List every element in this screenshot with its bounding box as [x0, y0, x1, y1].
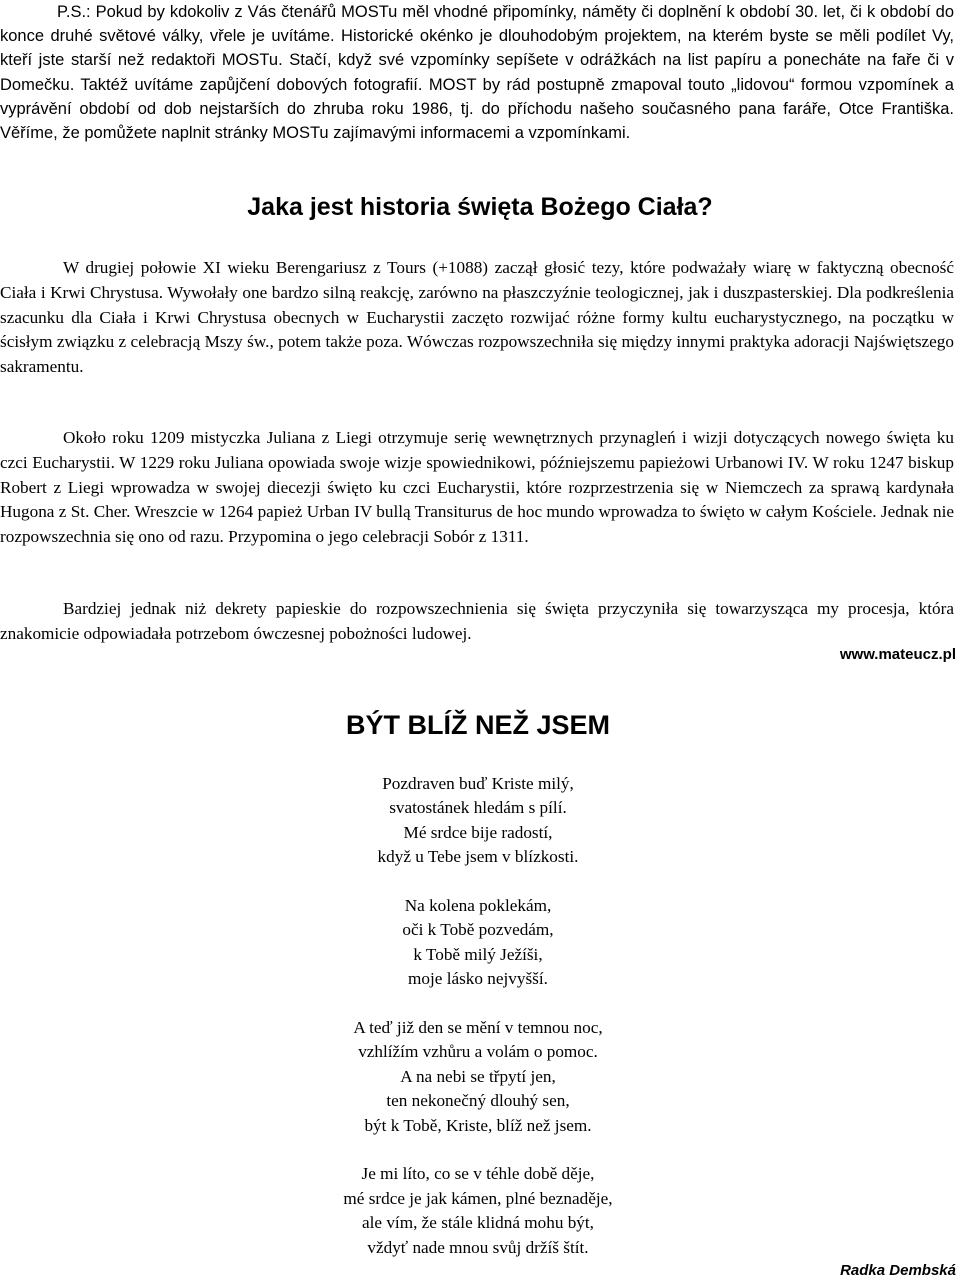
poem-line: vzhlížím vzhůru a volám o pomoc.	[358, 1042, 598, 1062]
polish-article-title: Jaka jest historia święta Bożego Ciała?	[247, 193, 713, 221]
polish-paragraph-3: Bardziej jednak niż dekrety papieskie do rozpowszechnienia się święta przyczyniła się towarzysząca my procesja, która znakomicie odpowiadała potrzebom ówczesnej pobożności ludowej.	[0, 599, 954, 643]
poem-body	[0, 772, 956, 1284]
poem-line: ale vím, že stále klidná mohu být,	[362, 1213, 594, 1233]
poem-line: Pozdraven buď Kriste milý,	[382, 774, 574, 793]
poem-title: BÝT BLÍŽ NEŽ JSEM	[345, 710, 610, 740]
poem-author: Radka Dembská	[840, 1262, 956, 1279]
polish-paragraph-1: W drugiej połowie XI wieku Berengariusz z Tours (+1088) zaczął głosić tezy, które podważały wiarę w faktyczną obecność Ciała i Krwi Chrystusa. Wywołały one bardzo silną reakcję, zarówno na płaszczyźnie teologicznej, jak i duszpasterskiej. Dla podkreślenia szacunku dla Ciała i Krwi Chrystusa obecnych w Eucharystii zaczęto rozwijać różne formy kultu eucharystycznego, na początku w ścisłym związku z celebracją Mszy św., potem także poza. Wówczas rozpowszechniła się między innymi praktyka adoracji Najświętszego sakramentu.	[0, 258, 954, 377]
poem-stanza-4	[0, 1162, 956, 1260]
poem-line: moje lásko nejvyšší.	[408, 969, 548, 989]
poem-line: oči k Tobě pozvedám,	[402, 920, 554, 940]
article-source: www.mateucz.pl	[839, 646, 956, 663]
poem-line: A na nebi se třpytí jen,	[400, 1066, 556, 1086]
poem-stanza-2	[0, 894, 956, 992]
poem-line: svatostánek hledám s pílí.	[389, 798, 567, 818]
poem-line: ten nekonečný dlouhý sen,	[386, 1091, 570, 1111]
poem-line: vždyť nade mnou svůj držíš štít.	[367, 1237, 589, 1257]
polish-paragraph-2: Około roku 1209 mistyczka Juliana z Liegi otrzymuje serię wewnętrznych przynagleń i wizji dotyczących nowego święta ku czci Eucharystii. W 1229 roku Juliana opowiada swoje wizje spowiednikowi, późniejszemu papieżowi Urbanowi IV. W roku 1247 biskup Robert z Liegi wprowadza w swojej diecezji święto ku czci Eucharystii, które rozprzestrzenia się w Niemczech za sprawą kardynała Hugona z St. Cher. Wreszcie w 1264 papież Urban IV bullą Transiturus de hoc mundo wprowadza to święto w całym Kościele. Jednak nie rozpowszechnia się ono od razu. Przypomina o jego celebracji Sobór z 1311.	[0, 428, 954, 547]
poem-line: Je mi líto, co se v téhle době děje,	[361, 1164, 595, 1184]
poem-line: Na kolena poklekám,	[404, 896, 552, 916]
poem-stanza-1	[0, 772, 956, 870]
poem-line: být k Tobě, Kriste, blíž než jsem.	[364, 1115, 592, 1135]
poem-line: k Tobě milý Ježíši,	[413, 944, 543, 964]
poem-line: A teď již den se mění v temnou noc,	[353, 1018, 603, 1038]
poem-line: když u Tebe jsem v blízkosti.	[377, 847, 579, 867]
ps-note: P.S.: Pokud by kdokoliv z Vás čtenářů MOSTu měl vhodné připomínky, náměty či doplnění k období 30. let, či k období do konce druhé světové války, vřele je uvítáme. Historické okénko je dlouhodobým projektem, na kterém byste se měli podílet Vy, kteří jste starší než redaktoři MOSTu. Stačí, když své vzpomínky sepíšete v odrážkách na list papíru a ponecháte na faře či v Domečku. Taktéž uvítáme zapůjčení dobových fotografií. MOST by rád postupně zmapoval touto „lidovou“ formou vzpomínek a vyprávění období od dob nejstarších do zhruba roku 1986, tj. do příchodu našeho současného pana faráře, Otce Františka. Věříme, že pomůžete naplnit stránky MOSTu zajímavými informacemi a vzpomínkami.	[0, 3, 954, 143]
poem-stanza-3	[0, 1016, 956, 1138]
poem-line: Mé srdce bije radostí,	[403, 822, 553, 842]
poem-line: mé srdce je jak kámen, plné beznaděje,	[343, 1188, 613, 1208]
